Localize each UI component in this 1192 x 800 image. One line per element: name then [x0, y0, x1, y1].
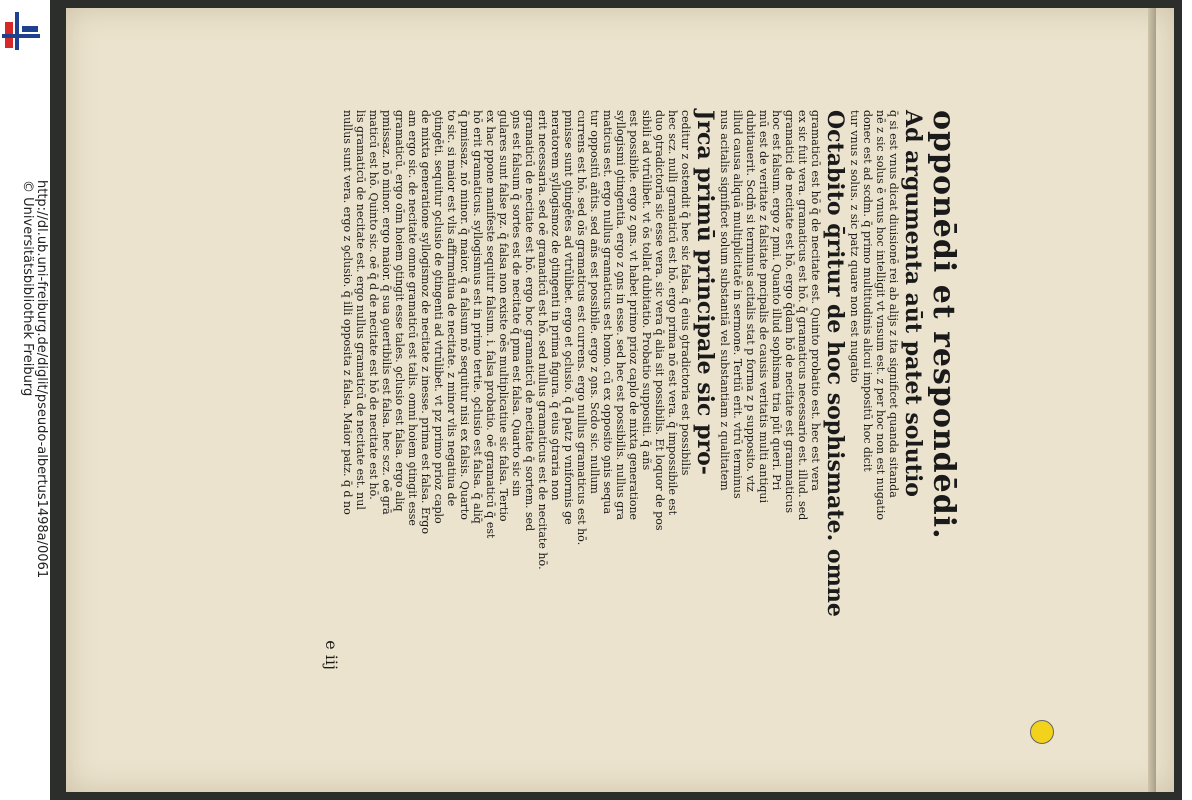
text-line: lis gramaticū de necitate est. ergo nullus gramaticū de necitate est. nul — [354, 110, 367, 510]
text-line: nus acitalis significet solum substantiā vel substantiam z qualitatem — [718, 110, 731, 491]
page-fold — [1148, 8, 1156, 792]
sponsor-logo-icon — [1030, 720, 1054, 744]
text-line: nē z sic solus ē vnus hoc intelligit vt vnsum est. z per hoc non est nugatio — [874, 110, 887, 520]
page-signature: e iij — [322, 640, 341, 670]
page-subheading: Ad argumenta aūt patet solutio — [900, 110, 926, 497]
text-line: am ergo sic. de necitate omne gramaticū est talis. omni hoiem ꝯtingit esse — [406, 110, 419, 526]
source-url[interactable]: http://dl.ub.uni-freiburg.de/diglit/pseudo-albertus1498a/0061 — [34, 180, 49, 579]
text-line: to sic. si maior est vlis affirmatiua de necitate. z minor vlis negatiua de — [445, 110, 458, 507]
text-line: neratorem syllogismoz de ꝯtingenti in prima figura. q̄ eius ꝯtraria non — [549, 110, 562, 501]
text-line: ex hac ppone manifeste sequitur falsum. i. falsa probatio. oē gramaticū q̄ est — [484, 110, 497, 539]
page-text — [321, 110, 960, 670]
text-line: illud causa aliquā multiplicitatē in sermone. Tertiū erit. vtrū terminus — [731, 110, 744, 499]
text-line: maticus est. ergo nullus gramaticus est homo. cū ex opposito ꝯnis sequa — [601, 110, 614, 515]
text-line: hō erit gramaticus. syllogismus est in primo tertie. ꝯclusio est falsa. q̄ aliq̄ — [471, 110, 484, 524]
text-line: hec scz. nulli gramaticū est hō. ergo prima nō est vera. q̄ impossibile est — [666, 110, 679, 516]
text-line: q̄ si est vnus dicat diuisionē rei ab alijs z ita significet quanda sitanda — [887, 110, 900, 498]
text-line: gramaticū est hō q̄ de necitate est. Quinto probatio est. hec est vera — [809, 110, 822, 491]
text-line: mū est de veritate z falsitate pncipalis de causis veritatis multi antiqui — [757, 110, 770, 504]
text-line: donec est ad scdm. q̄ primo multitudinis alicui impositū hoc dicit — [861, 110, 874, 472]
text-line: sibili ad vtrūlibet. vt ōs tollat dubitatio. Probatio suppositi. q̄ añs — [640, 110, 653, 471]
library-logo-icon — [2, 8, 40, 54]
text-line: ceditur z ostendit q̄ hec sic falsa. q̄ eius ꝯtradictoria est possibilis — [679, 110, 692, 476]
text-line: gulares sunt false pz. q̄ falsa non existe oēs multiplicatiue sic falsa. Tertio — [497, 110, 510, 522]
text-line: Jrca primū principale sic pro- — [692, 110, 718, 475]
text-line: de mixta generatione syllogismoz de necitate z inesse. prima est falsa. Ergo — [419, 110, 432, 534]
text-line: ꝯtingēti. sequitur ꝯclusio de ꝯtingenti ad vtrūlibet. vt pz primo prioz caplo — [432, 110, 445, 524]
text-line: hoc est falsum. ergo z pmi. Quanto illud sophisma tria pūt queri. Pri — [770, 110, 783, 491]
text-line: currens est hō. sed oīs gramaticus est currens. ergo nullus gramaticus est hō. — [575, 110, 588, 546]
page-heading: opponēdi et respondēdi. — [926, 110, 961, 540]
text-line: syllogismi ꝯtingentia. ergo z ꝯns in esse. sed hec est possibilis. nullus gra — [614, 110, 627, 521]
copyright-text: © Universitätsbibliothek Freiburg — [20, 180, 35, 397]
text-line: pmissaz. nō minor. ergo maior. q̄ sua ꝯuertibilis est falsa. hec scz. oē grā — [380, 110, 393, 515]
text-line: gramaticū de necitate est hō. ergo hoc gramaticū de necitate q̄ sortem. sed — [523, 110, 536, 532]
vertical-text — [20, 180, 48, 578]
text-line: erit necessaria. sed oē gramaticū est hō. sed nullus gramaticus est de necitate hō. — [536, 110, 549, 570]
text-line: gramatici de necitate est hō. ergo q̄dam hō de necitate est grammaticus — [783, 110, 796, 514]
left-margin — [0, 0, 50, 800]
paragraph-list — [341, 110, 900, 670]
text-line: tur oppositū añtis. sed añs est possibile. ergo z ꝯns. Scdo sic. nullum — [588, 110, 601, 494]
text-line: ex sic fuit vera. gramaticus est hō. q̄ gramaticus necessario est. illud. sed — [796, 110, 809, 521]
text-line: tur vnus z solus. z sic patz quare non est nugatio — [848, 110, 861, 383]
text-line: Octabito q̄ritur de hoc sophismate. omne — [822, 110, 848, 617]
text-line: dubitauerit. Scdm̄ si terminus acitalis stat p forma z p supposito. vtz — [744, 110, 757, 492]
text-line: q̄ pmissaz. nō minor. q̄ maior. q̄ a falsum nō sequitur nisi ex falsis. Quarto — [458, 110, 471, 520]
text-line: maticū est hō. Quinto sic. oē q̄ d de necitate est hō de necitate est hō. — [367, 110, 380, 500]
text-line: nullus sunt vera. ergo z ꝯclusio. q̄ illi opposita z falsa. Maior patz. q̄ d no — [341, 110, 354, 515]
text-line: ꝯns est falsum q̄ sortes est de necitate q̄ pma est falsa. Quarto sic sin — [510, 110, 523, 497]
right-margin — [1182, 0, 1192, 800]
text-line: pmisse sunt ꝯtingētes ad vtrūlibet. ergo et ꝯclusio. q̄ d patz p vniformis ge — [562, 110, 575, 525]
text-line: duo ꝯtradictoria sic esse vera. sic vera q̄ alia sit possibilis. Et loquor de pos — [653, 110, 666, 531]
text-line: gramaticū. ergo oīm hoiem ꝯtingit esse tales. ꝯclusio est falsa. ergo aliq — [393, 110, 406, 512]
text-line: est possibile. ergo z ꝯns. vt habet primo prioz caplo de mixta generatione — [627, 110, 640, 521]
